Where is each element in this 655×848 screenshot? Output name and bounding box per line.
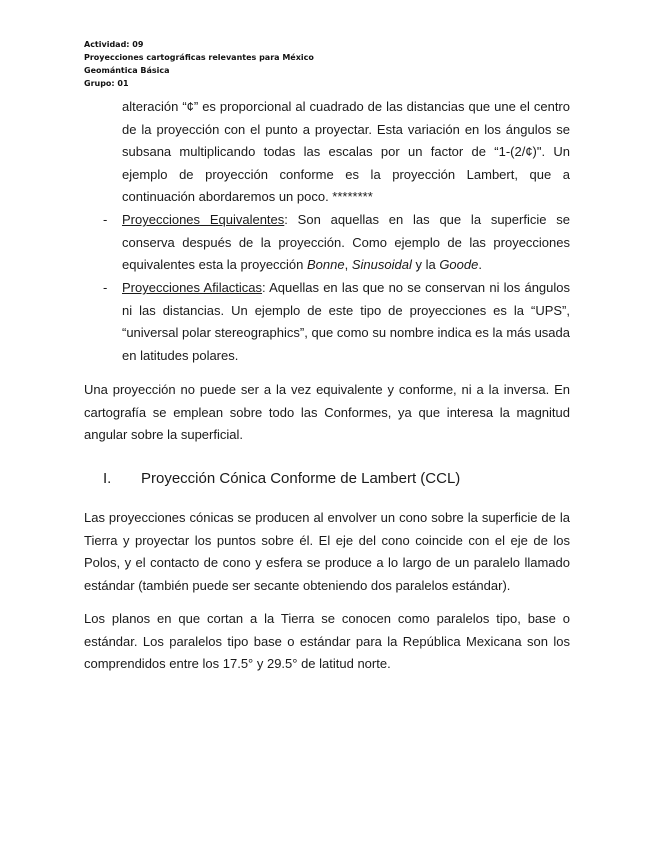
bullet-term: Proyecciones Equivalentes [122, 212, 285, 227]
section-title: Proyección Cónica Conforme de Lambert (CCL) [141, 470, 461, 487]
bullet-afilacticas [103, 277, 571, 367]
header-course: Geomántica Básica [84, 66, 170, 75]
bullet-text: : Aquellas en las que no se conservan ni los ángulos ni las distancias. Un ejemplo de este tipo de proyecciones es la “UPS”, “universal polar stereographics”, que como su nombre indica es la más usada en latitudes polares. [122, 280, 571, 363]
example-goode: Goode [439, 257, 479, 273]
bullet-text: : Son aquellas en las que la superficie se conserva después de la proyección. Como ejemplo de las proyecciones equivalentes esta la proyección [122, 212, 570, 273]
document-header [84, 38, 314, 90]
bullet-dash: - [103, 280, 108, 295]
header-activity: Actividad: 09 [84, 40, 144, 49]
paragraph-equivalente-conforme: Una proyección no puede ser a la vez equivalente y conforme, ni a la inversa. En cartografía se emplean sobre todo las Conformes, ya que interesa la magnitud angular sobre la superficial. [84, 382, 570, 443]
section-number: I. [103, 470, 112, 487]
continuation-paragraph: alteración “¢” es proporcional al cuadrado de las distancias que une el centro de la proyección con el punto a proyectar. Esta variación en los ángulos se subsana multiplicando todas las escalas por un factor de “1-(2/¢)". Un ejemplo de proyección conforme es la proyección Lambert, que a continuación abordaremos un poco. ******** [122, 99, 570, 205]
header-group: Grupo: 01 [84, 79, 129, 88]
bullet-term: Proyecciones Afilacticas [122, 280, 263, 295]
paragraph-paralelos: Los planos en que cortan a la Tierra se conocen como paralelos tipo, base o estándar. Los paralelos tipo base o estándar para la República Mexicana son los comprendidos entre los 17.5° y 29.5° de latitud norte. [84, 611, 570, 672]
bullet-equivalentes: - Proyecciones Equivalentes: Son aquellas en las que la superficie se conserva después de la proyección. Como ejemplo de las proyecciones equivalentes esta la proyección Bonne, Sinusoidal y la Goode. [122, 209, 570, 277]
example-sinusoidal: Sinusoidal [351, 257, 412, 273]
bullet-dash: - [103, 212, 108, 227]
header-title: Proyecciones cartográficas relevantes para México [84, 53, 314, 62]
paragraph-conicas: Las proyecciones cónicas se producen al envolver un cono sobre la superficie de la Tierra y proyectar los puntos sobre él. El eje del cono coincide con el eje de los Polos, y el contacto de cono y esfera se produce a lo largo de un paralelo llamado estándar (también puede ser secante obteniendo dos paralelos estándar). [84, 510, 570, 593]
example-bonne: Bonne [307, 257, 345, 273]
section-heading [103, 468, 460, 490]
